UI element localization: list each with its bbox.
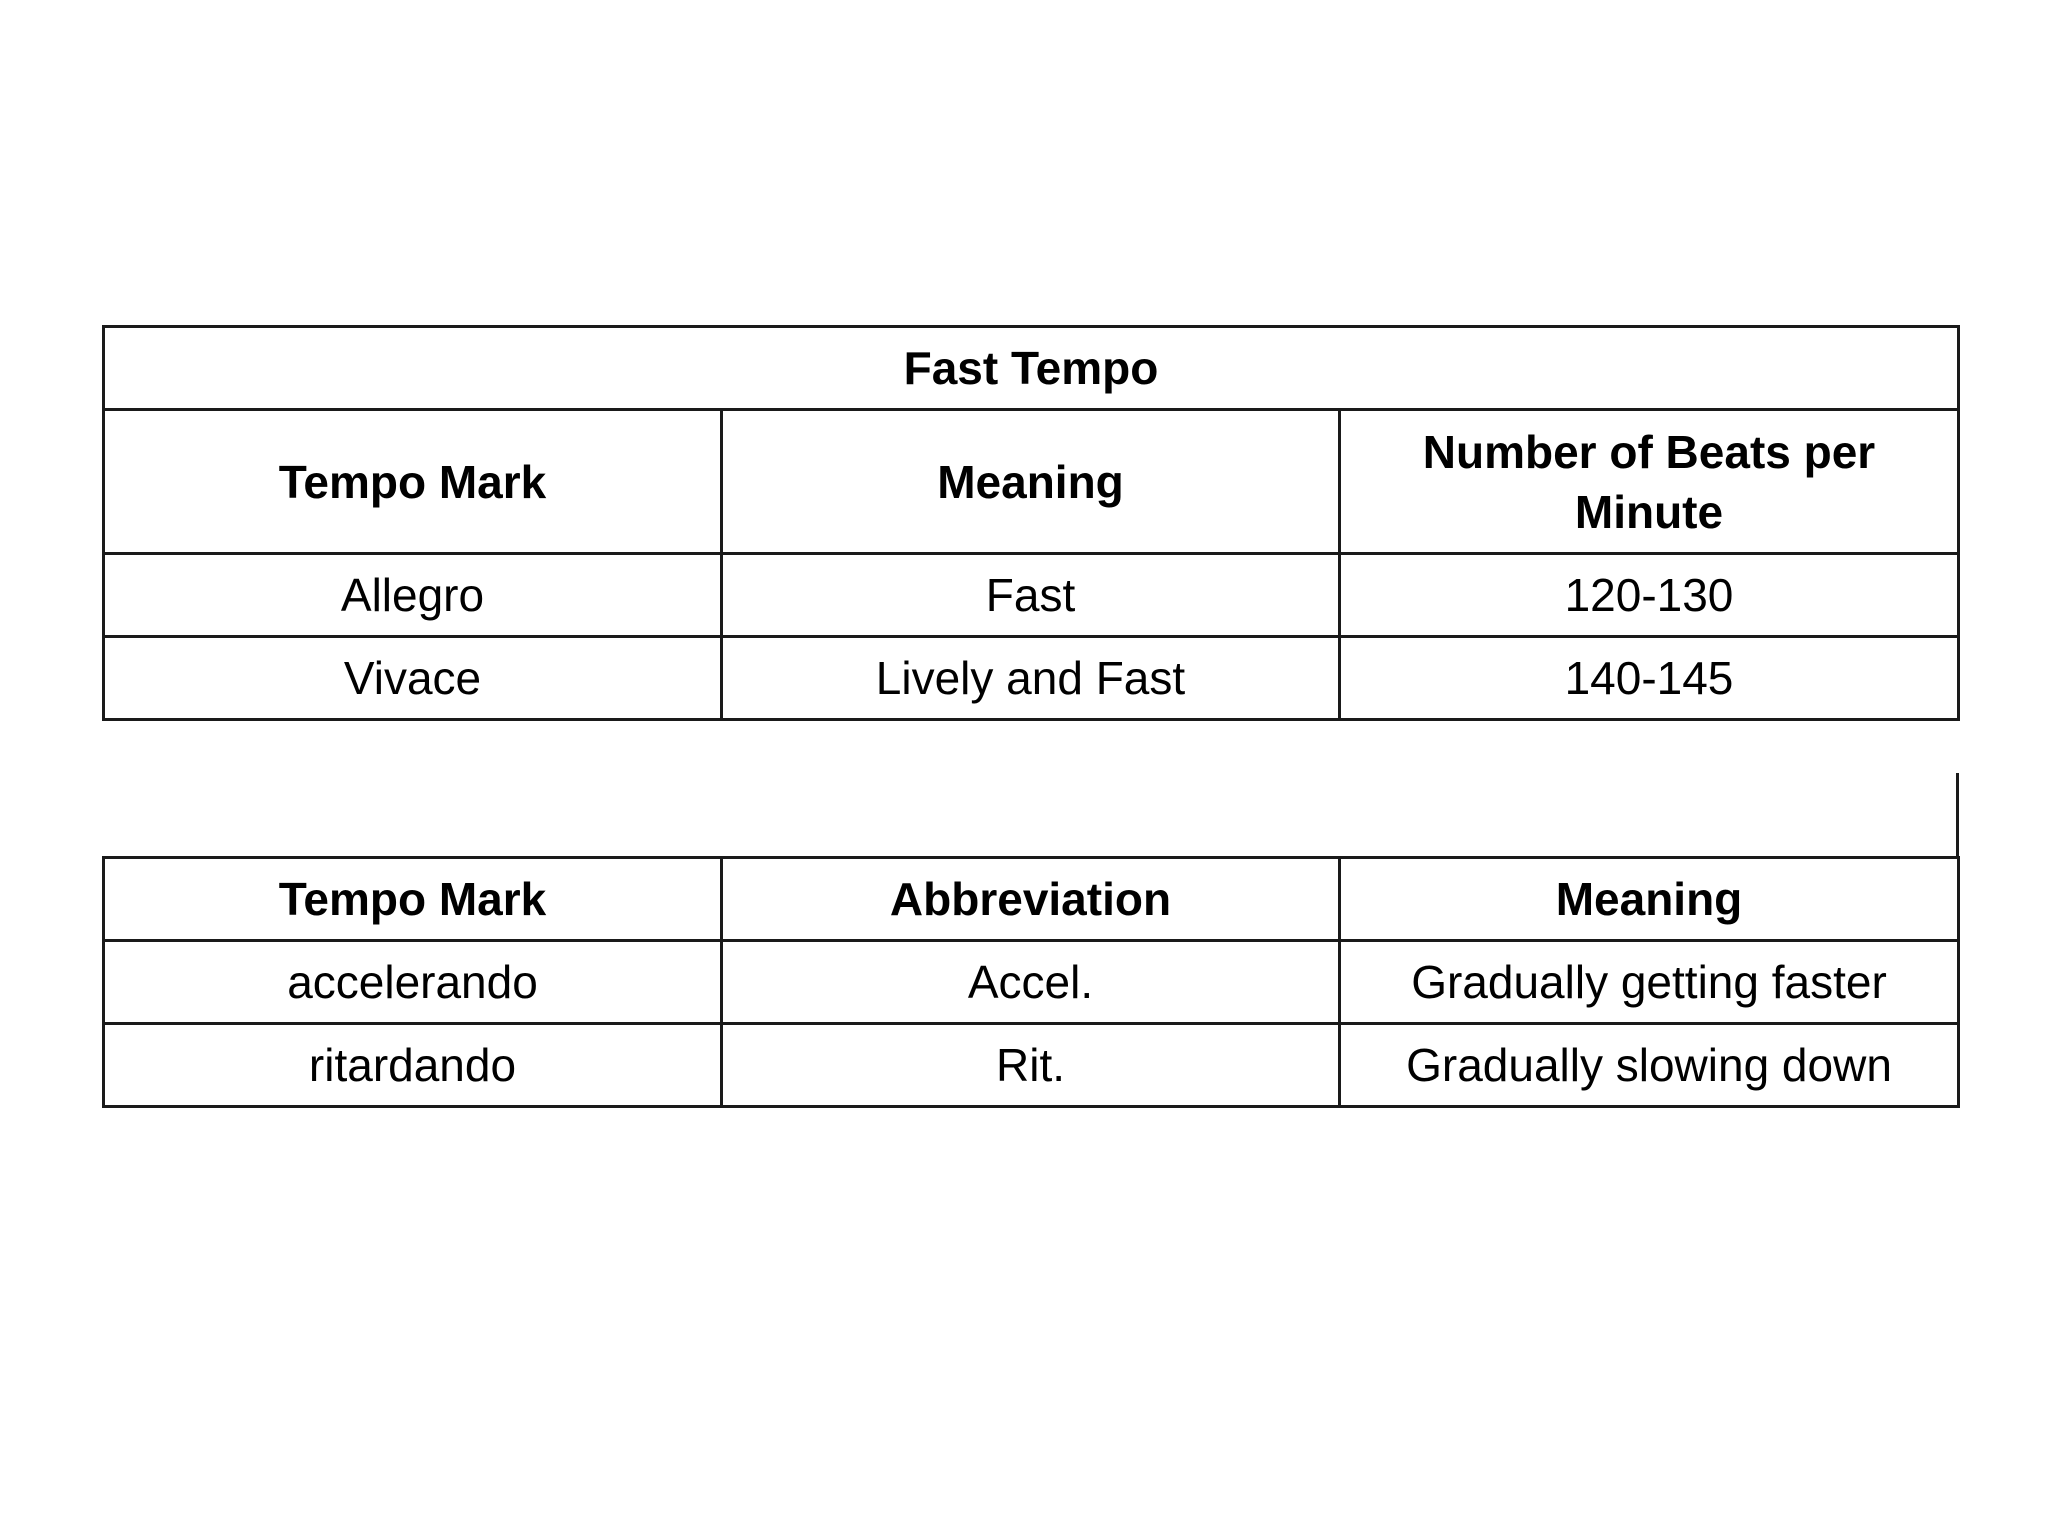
cell-abbreviation: Accel. xyxy=(722,941,1340,1024)
tempo-change-table xyxy=(102,856,1960,1108)
divider-line xyxy=(1956,773,1959,858)
column-header-tempo-mark: Tempo Mark xyxy=(104,858,722,941)
table-header-row xyxy=(104,410,1959,554)
column-header-tempo-mark: Tempo Mark xyxy=(104,410,722,554)
cell-beats-per-minute: 120-130 xyxy=(1340,554,1959,637)
cell-meaning: Gradually slowing down xyxy=(1340,1024,1959,1107)
column-header-beats-per-minute: Number of Beats per Minute xyxy=(1340,410,1959,554)
cell-tempo-mark: Allegro xyxy=(104,554,722,637)
column-header-meaning: Meaning xyxy=(1340,858,1959,941)
table-row xyxy=(104,1024,1959,1107)
table-header-row xyxy=(104,858,1959,941)
cell-tempo-mark: ritardando xyxy=(104,1024,722,1107)
column-header-meaning: Meaning xyxy=(722,410,1340,554)
cell-tempo-mark: Vivace xyxy=(104,637,722,720)
cell-beats-per-minute: 140-145 xyxy=(1340,637,1959,720)
cell-meaning: Fast xyxy=(722,554,1340,637)
cell-tempo-mark: accelerando xyxy=(104,941,722,1024)
cell-meaning: Gradually getting faster xyxy=(1340,941,1959,1024)
fast-tempo-table xyxy=(102,325,1960,721)
table-title-row xyxy=(104,327,1959,410)
column-header-abbreviation: Abbreviation xyxy=(722,858,1340,941)
table-row xyxy=(104,554,1959,637)
table-title: Fast Tempo xyxy=(104,327,1959,410)
table-row xyxy=(104,941,1959,1024)
cell-meaning: Lively and Fast xyxy=(722,637,1340,720)
cell-abbreviation: Rit. xyxy=(722,1024,1340,1107)
table-row xyxy=(104,637,1959,720)
